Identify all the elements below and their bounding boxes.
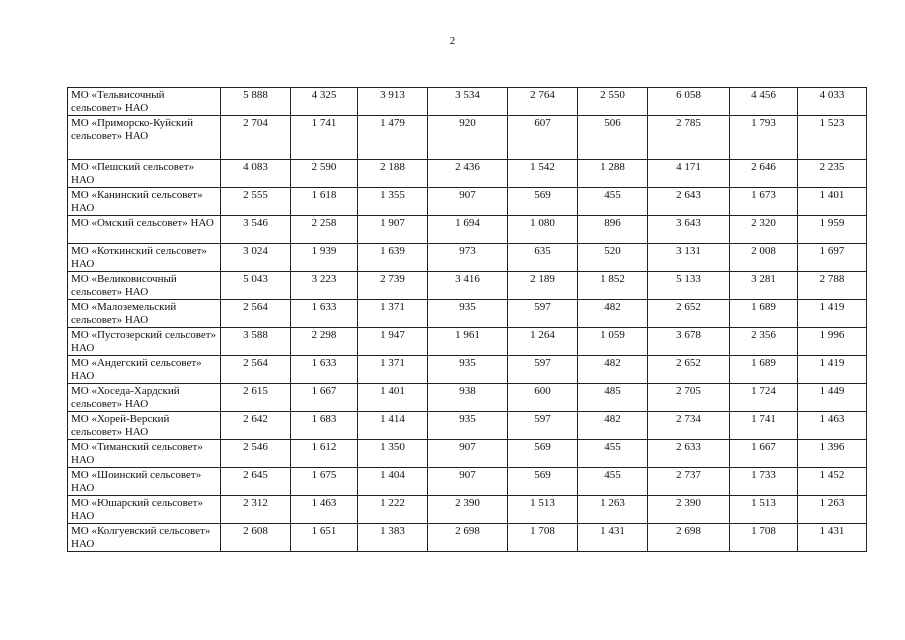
value-cell: 1 350 <box>358 440 428 468</box>
value-cell: 2 546 <box>221 440 291 468</box>
value-cell: 569 <box>508 468 578 496</box>
value-cell: 907 <box>428 468 508 496</box>
value-cell: 2 646 <box>730 160 798 188</box>
value-cell: 506 <box>578 116 648 160</box>
value-cell: 2 590 <box>291 160 358 188</box>
value-cell: 1 793 <box>730 116 798 160</box>
value-cell: 1 401 <box>798 188 867 216</box>
value-cell: 2 189 <box>508 272 578 300</box>
value-cell: 1 741 <box>291 116 358 160</box>
value-cell: 2 564 <box>221 300 291 328</box>
value-cell: 2 645 <box>221 468 291 496</box>
value-cell: 455 <box>578 468 648 496</box>
municipality-name-cell: МО «Колгуевский сельсовет» НАО <box>68 524 221 552</box>
value-cell: 1 355 <box>358 188 428 216</box>
value-cell: 1 667 <box>730 440 798 468</box>
value-cell: 3 678 <box>648 328 730 356</box>
municipality-name-cell: МО «Тиманский сельсовет» НАО <box>68 440 221 468</box>
municipality-name-cell: МО «Пустозерский сельсовет» НАО <box>68 328 221 356</box>
value-cell: 2 188 <box>358 160 428 188</box>
value-cell: 2 312 <box>221 496 291 524</box>
municipality-name-cell: МО «Великовисочный сельсовет» НАО <box>68 272 221 300</box>
municipality-name-cell: МО «Коткинский сельсовет» НАО <box>68 244 221 272</box>
value-cell: 1 523 <box>798 116 867 160</box>
value-cell: 3 024 <box>221 244 291 272</box>
value-cell: 1 431 <box>578 524 648 552</box>
value-cell: 1 651 <box>291 524 358 552</box>
value-cell: 1 513 <box>730 496 798 524</box>
value-cell: 1 689 <box>730 300 798 328</box>
value-cell: 607 <box>508 116 578 160</box>
value-cell: 1 463 <box>291 496 358 524</box>
value-cell: 2 739 <box>358 272 428 300</box>
municipality-name-cell: МО «Хоседа-Хардский сельсовет» НАО <box>68 384 221 412</box>
data-table <box>67 87 867 552</box>
value-cell: 1 633 <box>291 356 358 384</box>
municipality-name-cell: МО «Андегский сельсовет» НАО <box>68 356 221 384</box>
value-cell: 935 <box>428 412 508 440</box>
table-row <box>68 412 867 440</box>
table-row <box>68 116 867 160</box>
value-cell: 2 734 <box>648 412 730 440</box>
value-cell: 569 <box>508 188 578 216</box>
value-cell: 1 371 <box>358 300 428 328</box>
table-row <box>68 440 867 468</box>
value-cell: 2 764 <box>508 88 578 116</box>
value-cell: 3 223 <box>291 272 358 300</box>
municipality-name-cell: МО «Тельвисочный сельсовет» НАО <box>68 88 221 116</box>
value-cell: 1 383 <box>358 524 428 552</box>
value-cell: 2 555 <box>221 188 291 216</box>
value-cell: 2 788 <box>798 272 867 300</box>
table-row <box>68 468 867 496</box>
value-cell: 635 <box>508 244 578 272</box>
value-cell: 3 281 <box>730 272 798 300</box>
value-cell: 1 708 <box>730 524 798 552</box>
value-cell: 2 643 <box>648 188 730 216</box>
value-cell: 2 705 <box>648 384 730 412</box>
table-row <box>68 88 867 116</box>
value-cell: 1 996 <box>798 328 867 356</box>
value-cell: 2 704 <box>221 116 291 160</box>
value-cell: 569 <box>508 440 578 468</box>
municipality-name-cell: МО «Приморско-Куйский сельсовет» НАО <box>68 116 221 160</box>
value-cell: 1 479 <box>358 116 428 160</box>
value-cell: 1 633 <box>291 300 358 328</box>
value-cell: 2 436 <box>428 160 508 188</box>
value-cell: 935 <box>428 356 508 384</box>
value-cell: 1 513 <box>508 496 578 524</box>
value-cell: 1 431 <box>798 524 867 552</box>
value-cell: 2 258 <box>291 216 358 244</box>
value-cell: 482 <box>578 300 648 328</box>
table-row <box>68 160 867 188</box>
value-cell: 1 264 <box>508 328 578 356</box>
value-cell: 1 708 <box>508 524 578 552</box>
value-cell: 2 008 <box>730 244 798 272</box>
value-cell: 1 222 <box>358 496 428 524</box>
value-cell: 1 449 <box>798 384 867 412</box>
value-cell: 1 939 <box>291 244 358 272</box>
value-cell: 4 083 <box>221 160 291 188</box>
value-cell: 2 390 <box>648 496 730 524</box>
municipality-name-cell: МО «Юшарский сельсовет» НАО <box>68 496 221 524</box>
value-cell: 1 288 <box>578 160 648 188</box>
value-cell: 4 325 <box>291 88 358 116</box>
value-cell: 597 <box>508 412 578 440</box>
municipality-name-cell: МО «Омский сельсовет» НАО <box>68 216 221 244</box>
value-cell: 1 463 <box>798 412 867 440</box>
value-cell: 5 888 <box>221 88 291 116</box>
value-cell: 2 652 <box>648 300 730 328</box>
value-cell: 2 652 <box>648 356 730 384</box>
value-cell: 907 <box>428 440 508 468</box>
value-cell: 2 550 <box>578 88 648 116</box>
table-row <box>68 188 867 216</box>
value-cell: 2 356 <box>730 328 798 356</box>
value-cell: 2 698 <box>428 524 508 552</box>
value-cell: 2 235 <box>798 160 867 188</box>
table-row <box>68 384 867 412</box>
value-cell: 1 401 <box>358 384 428 412</box>
value-cell: 1 059 <box>578 328 648 356</box>
value-cell: 485 <box>578 384 648 412</box>
municipality-name-cell: МО «Пешский сельсовет» НАО <box>68 160 221 188</box>
value-cell: 3 416 <box>428 272 508 300</box>
value-cell: 482 <box>578 412 648 440</box>
value-cell: 1 667 <box>291 384 358 412</box>
value-cell: 2 608 <box>221 524 291 552</box>
table-body <box>68 88 867 552</box>
value-cell: 920 <box>428 116 508 160</box>
value-cell: 2 390 <box>428 496 508 524</box>
value-cell: 1 452 <box>798 468 867 496</box>
value-cell: 2 633 <box>648 440 730 468</box>
value-cell: 1 542 <box>508 160 578 188</box>
value-cell: 1 697 <box>798 244 867 272</box>
table-row <box>68 524 867 552</box>
value-cell: 1 724 <box>730 384 798 412</box>
value-cell: 935 <box>428 300 508 328</box>
value-cell: 1 675 <box>291 468 358 496</box>
value-cell: 1 618 <box>291 188 358 216</box>
value-cell: 1 673 <box>730 188 798 216</box>
municipality-name-cell: МО «Шоинский сельсовет» НАО <box>68 468 221 496</box>
table-row <box>68 272 867 300</box>
value-cell: 1 639 <box>358 244 428 272</box>
value-cell: 1 733 <box>730 468 798 496</box>
value-cell: 455 <box>578 440 648 468</box>
value-cell: 4 033 <box>798 88 867 116</box>
value-cell: 455 <box>578 188 648 216</box>
value-cell: 2 737 <box>648 468 730 496</box>
value-cell: 1 263 <box>798 496 867 524</box>
value-cell: 1 947 <box>358 328 428 356</box>
value-cell: 2 615 <box>221 384 291 412</box>
municipality-name-cell: МО «Хорей-Верский сельсовет» НАО <box>68 412 221 440</box>
value-cell: 3 534 <box>428 88 508 116</box>
value-cell: 2 698 <box>648 524 730 552</box>
value-cell: 1 612 <box>291 440 358 468</box>
value-cell: 597 <box>508 356 578 384</box>
value-cell: 973 <box>428 244 508 272</box>
table-row <box>68 244 867 272</box>
value-cell: 1 371 <box>358 356 428 384</box>
table-row <box>68 496 867 524</box>
value-cell: 2 298 <box>291 328 358 356</box>
value-cell: 5 043 <box>221 272 291 300</box>
value-cell: 1 961 <box>428 328 508 356</box>
value-cell: 1 689 <box>730 356 798 384</box>
value-cell: 6 058 <box>648 88 730 116</box>
value-cell: 5 133 <box>648 272 730 300</box>
value-cell: 3 913 <box>358 88 428 116</box>
value-cell: 2 320 <box>730 216 798 244</box>
value-cell: 1 959 <box>798 216 867 244</box>
value-cell: 2 785 <box>648 116 730 160</box>
value-cell: 597 <box>508 300 578 328</box>
value-cell: 2 564 <box>221 356 291 384</box>
value-cell: 1 414 <box>358 412 428 440</box>
value-cell: 4 456 <box>730 88 798 116</box>
value-cell: 1 852 <box>578 272 648 300</box>
table-row <box>68 300 867 328</box>
value-cell: 1 683 <box>291 412 358 440</box>
value-cell: 1 263 <box>578 496 648 524</box>
municipality-name-cell: МО «Канинский сельсовет» НАО <box>68 188 221 216</box>
value-cell: 1 396 <box>798 440 867 468</box>
table-row <box>68 328 867 356</box>
value-cell: 2 642 <box>221 412 291 440</box>
value-cell: 938 <box>428 384 508 412</box>
value-cell: 520 <box>578 244 648 272</box>
value-cell: 3 546 <box>221 216 291 244</box>
value-cell: 3 131 <box>648 244 730 272</box>
value-cell: 1 694 <box>428 216 508 244</box>
value-cell: 1 907 <box>358 216 428 244</box>
value-cell: 4 171 <box>648 160 730 188</box>
value-cell: 3 588 <box>221 328 291 356</box>
value-cell: 600 <box>508 384 578 412</box>
value-cell: 3 643 <box>648 216 730 244</box>
table-row <box>68 216 867 244</box>
table-row <box>68 356 867 384</box>
value-cell: 1 419 <box>798 356 867 384</box>
value-cell: 1 080 <box>508 216 578 244</box>
value-cell: 896 <box>578 216 648 244</box>
value-cell: 482 <box>578 356 648 384</box>
value-cell: 907 <box>428 188 508 216</box>
value-cell: 1 404 <box>358 468 428 496</box>
page-number: 2 <box>449 35 456 47</box>
value-cell: 1 419 <box>798 300 867 328</box>
value-cell: 1 741 <box>730 412 798 440</box>
municipality-name-cell: МО «Малоземельский сельсовет» НАО <box>68 300 221 328</box>
